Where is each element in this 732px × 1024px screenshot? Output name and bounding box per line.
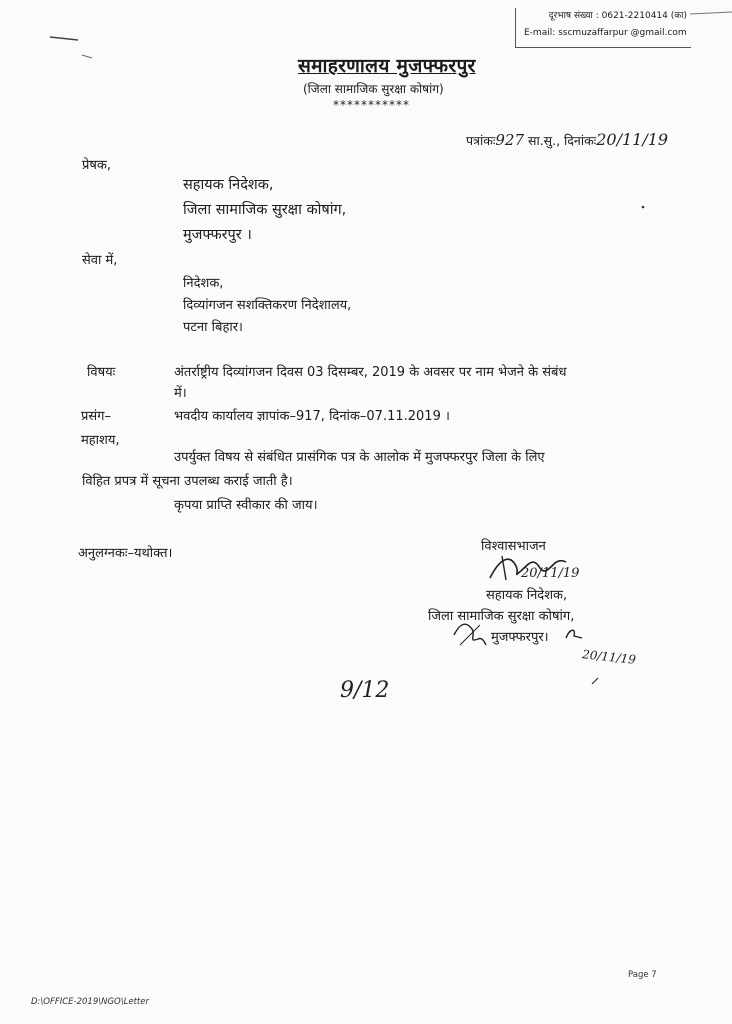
office-subtitle: (जिला सामाजिक सुरक्षा कोषांग) [303, 82, 444, 96]
prasang-label: प्रसंग– [81, 409, 112, 424]
sender-place: मुजफ्फरपुर । [183, 227, 252, 243]
page-number: Page 7 [628, 970, 657, 980]
scan-speck [640, 204, 646, 210]
header-stars: *********** [333, 98, 410, 112]
patrank-label: पत्रांकः [466, 133, 496, 148]
department-date-label: सा.सु., दिनांकः [528, 133, 597, 148]
check-tick [590, 676, 604, 686]
subject-label: विषयः [87, 365, 116, 380]
initials-scribble [450, 615, 490, 651]
sender-designation: सहायक निदेशक, [183, 177, 274, 193]
recipient-office: दिव्यांगजन सशक्तिकरण निदेशालय, [183, 298, 352, 313]
sender-office: जिला सामाजिक सुरक्षा कोषांग, [183, 202, 347, 218]
letter-date: 20/11/19 [596, 130, 669, 149]
body-line-2: विहित प्रपत्र में सूचना उपलब्ध कराई जाती है। [82, 474, 293, 489]
file-path: D:\OFFICE-2019\NGO\Letter [31, 997, 149, 1007]
initial-date: 20/11/19 [581, 647, 637, 667]
prasang-text: भवदीय कार्यालय ज्ञापांक–917, दिनांक–07.11.2019 । [174, 409, 450, 424]
reference-line [466, 130, 668, 149]
recipient-designation: निदेशक, [183, 276, 224, 291]
closing-phrase: विश्वासभाजन [481, 539, 546, 554]
signatory-designation: सहायक निदेशक, [486, 588, 568, 603]
subject-line-2: में। [174, 386, 187, 401]
body-line-1: उपर्युक्त विषय से संबंधित प्रासंगिक पत्र के आलोक में मुजफ्फरपुर जिला के लिए [174, 450, 545, 465]
phone-number: दूरभाष संख्या : 0621-2210414 (का) [548, 11, 687, 21]
salutation: महाशय, [81, 433, 120, 448]
signatory-office: जिला सामाजिक सुरक्षा कोषांग, [428, 609, 575, 624]
patrank-number: 927 [495, 131, 525, 149]
signatory-place: मुजफ्फरपुर। [491, 630, 549, 645]
sender-label: प्रेषक, [82, 158, 112, 173]
subject-line-1: अंतर्राष्ट्रीय दिव्यांगजन दिवस 03 दिसम्बर, 2019 के अवसर पर नाम भेजने के संबंध [174, 365, 567, 380]
margin-note: 9/12 [340, 678, 390, 703]
recipient-place: पटना बिहार। [183, 320, 243, 335]
signature-date: 20/11/19 [521, 566, 580, 581]
enclosure-note: अनुलग्नकः–यथोक्त। [78, 546, 173, 561]
recipient-label: सेवा में, [82, 253, 118, 268]
contact-box [515, 8, 691, 48]
initial-mark [562, 626, 586, 642]
body-line-3: कृपया प्राप्ति स्वीकार की जाय। [174, 498, 318, 513]
office-title: समाहरणालय मुजफ्फरपुर [298, 55, 476, 77]
email-address: E-mail: sscmuzaffarpur @gmail.com [524, 28, 687, 38]
